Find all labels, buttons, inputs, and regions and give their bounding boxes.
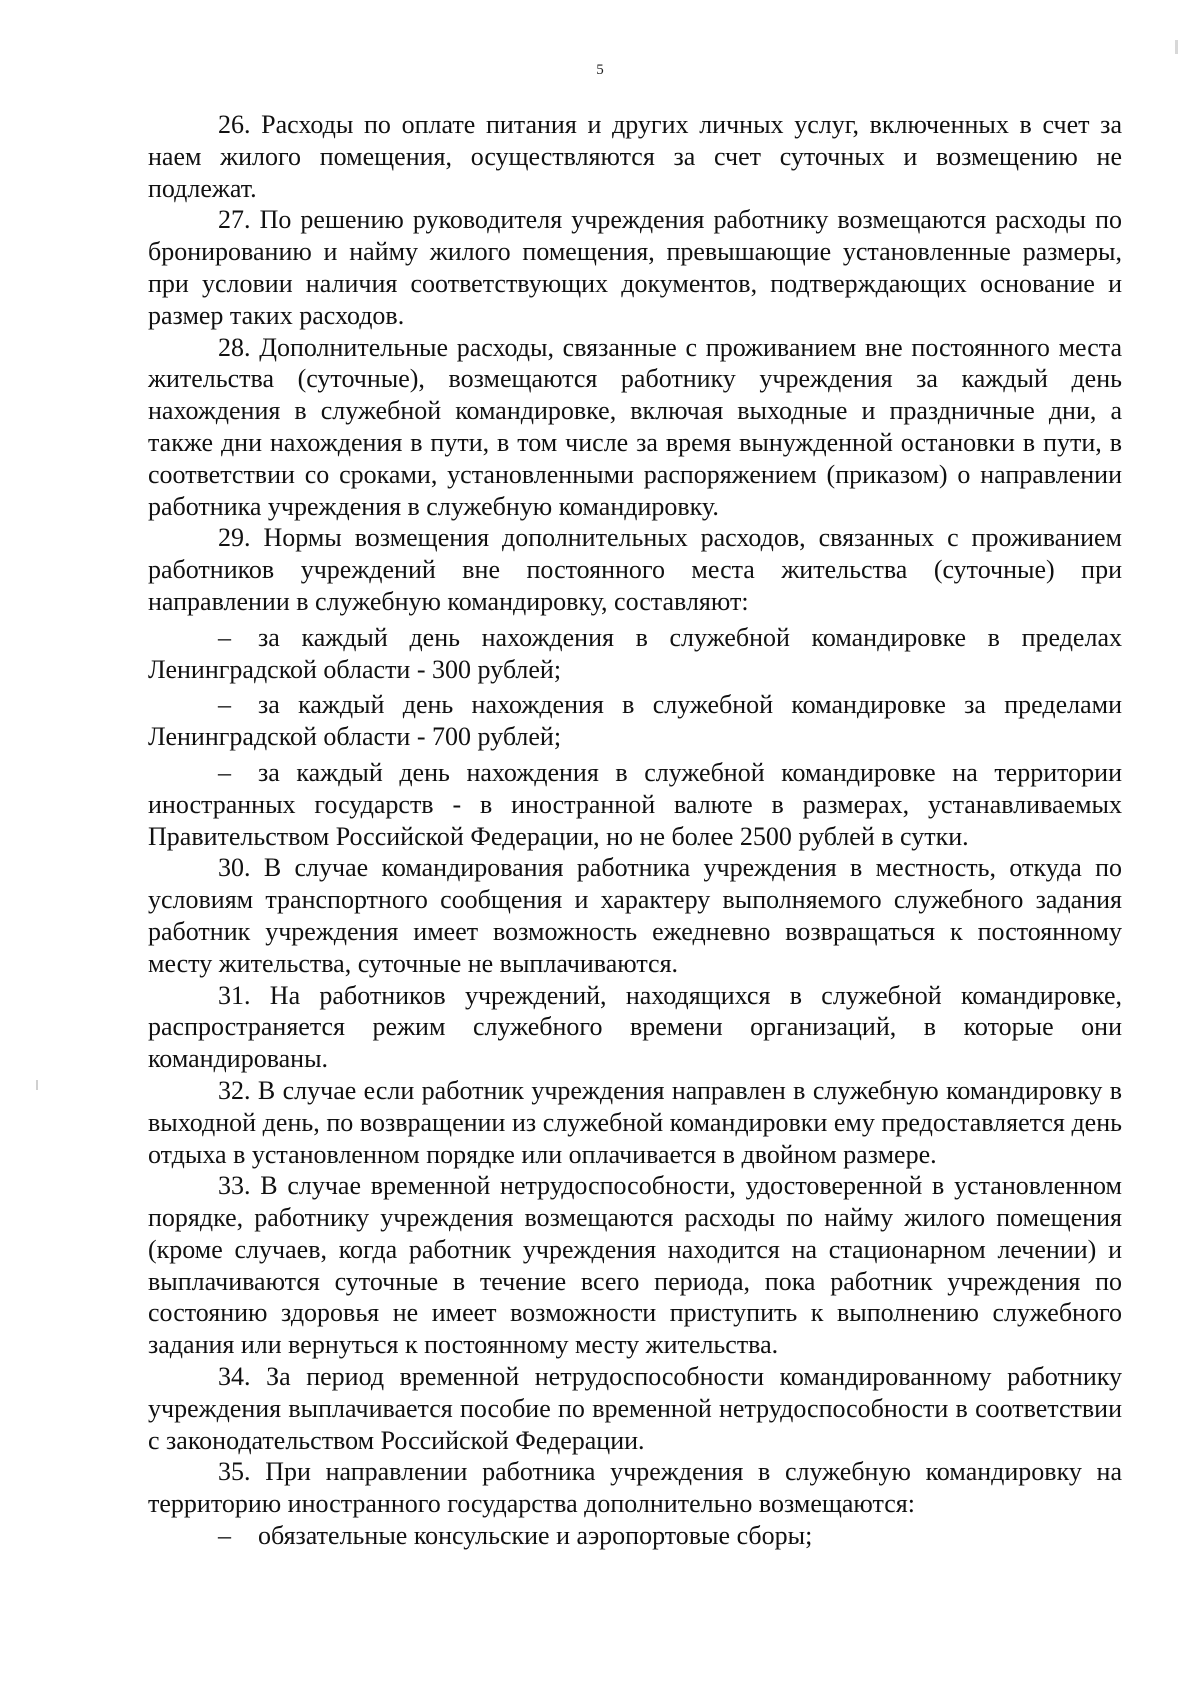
list-item-text: за каждый день нахождения в служебной командировке на территории иностранных государств - в иностранной валюте в размерах, устанавливаемых Правительством Российской Федерации, но не более 2500 рублей в сутки. xyxy=(148,757,1122,851)
dash-bullet: – xyxy=(218,1521,231,1551)
paragraph-35: 35. При направлении работника учреждения в служебную командировку на территорию иностранного государства дополнительно возмещаются: xyxy=(148,1457,1122,1519)
paragraph-26: 26. Расходы по оплате питания и других личных услуг, включенных в счет за наем жилого помещения, осуществляются за счет суточных и возмещению не подлежат. xyxy=(148,110,1122,203)
paragraph-28: 28. Дополнительные расходы, связанные с проживанием вне постоянного места жительства (суточные), возмещаются работнику учреждения за каждый день нахождения в служебной командировке, включая выходные и праздничные дни, а также дни нахождения в пути, в том числе за время вынужденной остановки в пути, в соответствии со сроками, установленными распоряжением (приказом) о направлении работника учреждения в служебную командировку. xyxy=(148,332,1122,521)
paragraph-34: 34. За период временной нетрудоспособности командированному работнику учреждения выплачивается пособие по временной нетрудоспособности в соответствии с законодательством Российской Федерации. xyxy=(148,1362,1122,1455)
scan-artifact xyxy=(36,1080,38,1090)
paragraph-27: 27. По решению руководителя учреждения работнику возмещаются расходы по бронированию и найму жилого помещения, превышающие установленные размеры, при условии наличия соответствующих документов, подтверждающих основание и размер таких расходов. xyxy=(148,205,1122,330)
paragraph-31: 31. На работников учреждений, находящихся в служебной командировке, распространяется режим служебного времени организаций, в которые они командированы. xyxy=(148,980,1122,1074)
list-item-text: за каждый день нахождения в служебной командировке в пределах Ленинградской области - 300 рублей; xyxy=(148,622,1122,684)
scan-artifact xyxy=(1175,40,1178,54)
paragraph-32: 32. В случае если работник учреждения направлен в служебную командировку в выходной день, по возвращении из служебной командировки ему предоставляется день отдыха в установленном порядке или оплачивается в двойном размере. xyxy=(148,1075,1122,1169)
list-item-text: за каждый день нахождения в служебной командировке за пределами Ленинградской области - 700 рублей; xyxy=(148,690,1122,752)
list-item xyxy=(148,757,1122,852)
paragraph-29: 29. Нормы возмещения дополнительных расходов, связанных с проживанием работников учреждений вне постоянного места жительства (суточные) при направлении в служебную командировку, составляют: xyxy=(148,523,1122,616)
list-item xyxy=(148,689,1122,753)
paragraph-33: 33. В случае временной нетрудоспособности, удостоверенной в установленном порядке, работнику учреждения возмещаются расходы по найму жилого помещения (кроме случаев, когда работник учреждения находится на стационарном лечении) и выплачиваются суточные в течение всего периода, пока работник учреждения по состоянию здоровья не имеет возможности приступить к выполнению служебного задания или вернуться к постоянному месту жительства. xyxy=(148,1171,1122,1360)
dash-bullet: – xyxy=(218,690,231,720)
list-item xyxy=(148,1520,1122,1552)
page-number: 5 xyxy=(596,62,604,78)
list-item xyxy=(148,622,1122,686)
dash-bullet: – xyxy=(218,622,231,652)
document-body xyxy=(148,109,1122,1552)
dash-bullet: – xyxy=(218,757,231,787)
list-item-text: обязательные консульские и аэропортовые сборы; xyxy=(258,1521,813,1551)
paragraph-30: 30. В случае командирования работника учреждения в местность, откуда по условиям транспортного сообщения и характеру выполняемого служебного задания работник учреждения имеет возможность ежедневно возвращаться к постоянному месту жительства, суточные не выплачиваются. xyxy=(148,853,1122,978)
